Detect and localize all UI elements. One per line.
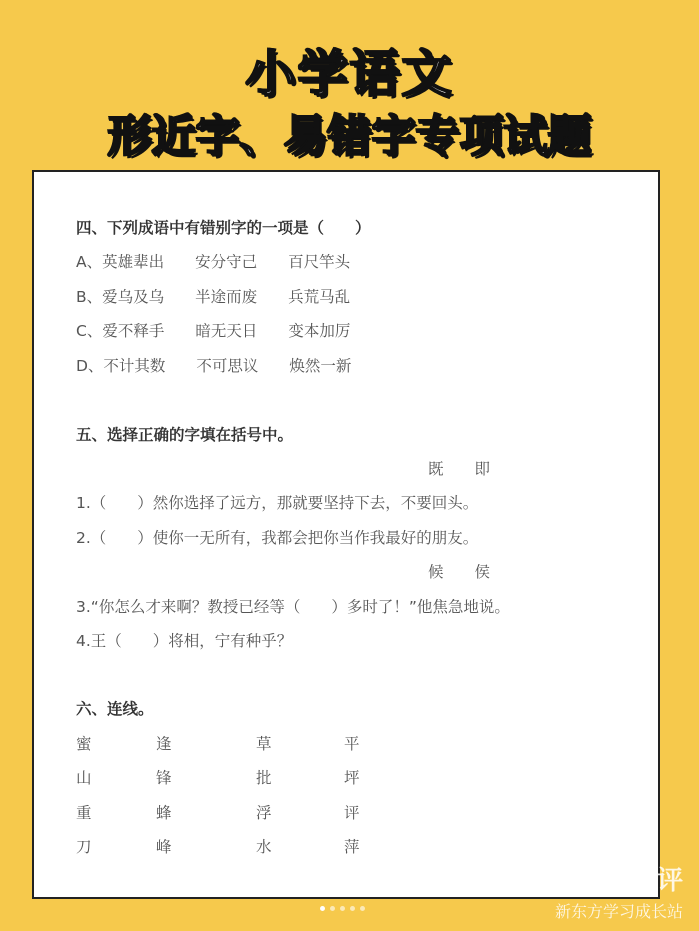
match-col4-item: 平 (344, 735, 360, 753)
match-col1-item: 山 (76, 769, 92, 787)
q6-heading: 六、连线。 (76, 700, 154, 718)
match-col1-item: 刀 (76, 838, 92, 856)
page-title: 小学语文 (245, 45, 454, 103)
match-col2-item: 逢 (156, 735, 172, 753)
q4-option-b: B、爱乌及乌 半途而废 兵荒马乱 (76, 288, 351, 306)
page-dot[interactable] (330, 906, 335, 911)
page-subtitle: 形近字、易错字专项试题 (107, 111, 592, 162)
match-col2-item: 锋 (156, 769, 172, 787)
q5-word-pair-2: 候 侯 (428, 563, 491, 581)
match-col1-item: 重 (76, 804, 92, 822)
match-col4-item: 坪 (344, 769, 360, 787)
page-dot[interactable] (350, 906, 355, 911)
q5-item-3: 3.“你怎么才来啊？教授已经等（ ）多时了！”他焦急地说。 (76, 598, 510, 616)
match-col1-item: 蜜 (76, 735, 92, 753)
worksheet-paper (32, 170, 660, 899)
dianping-logo-icon (545, 862, 575, 895)
match-col3-item: 水 (256, 838, 272, 856)
match-col3-item: 浮 (256, 804, 272, 822)
q4-option-c: C、爱不释手 暗无天日 变本加厉 (76, 322, 351, 340)
watermark-brand: 大众点评 (578, 866, 683, 896)
match-col3-item: 批 (256, 769, 272, 787)
match-col3-item: 草 (256, 735, 272, 753)
page-dot[interactable] (340, 906, 345, 911)
q4-option-d: D、不计其数 不可思议 焕然一新 (76, 357, 352, 375)
watermark (545, 860, 683, 922)
watermark-sub: 新东方学习成长站 (554, 902, 683, 921)
q5-item-4: 4.王（ ）将相，宁有种乎？ (76, 632, 293, 650)
match-col2-item: 蜂 (156, 804, 172, 822)
q5-item-1: 1.（ ）然你选择了远方，那就要坚持下去，不要回头。 (76, 494, 479, 512)
q5-heading: 五、选择正确的字填在括号中。 (76, 426, 294, 444)
page-dot[interactable] (360, 906, 365, 911)
match-col4-item: 萍 (344, 838, 360, 856)
q5-word-pair-1: 既 即 (428, 460, 491, 478)
page-dot[interactable] (320, 906, 325, 911)
q4-option-a: A、英雄辈出 安分守己 百尺竿头 (76, 253, 351, 271)
match-col2-item: 峰 (156, 838, 172, 856)
match-col4-item: 评 (344, 804, 360, 822)
q4-heading: 四、下列成语中有错别字的一项是（ ） (76, 219, 371, 237)
q5-item-2: 2.（ ）使你一无所有，我都会把你当作我最好的朋友。 (76, 529, 479, 547)
page-indicator (320, 906, 365, 911)
